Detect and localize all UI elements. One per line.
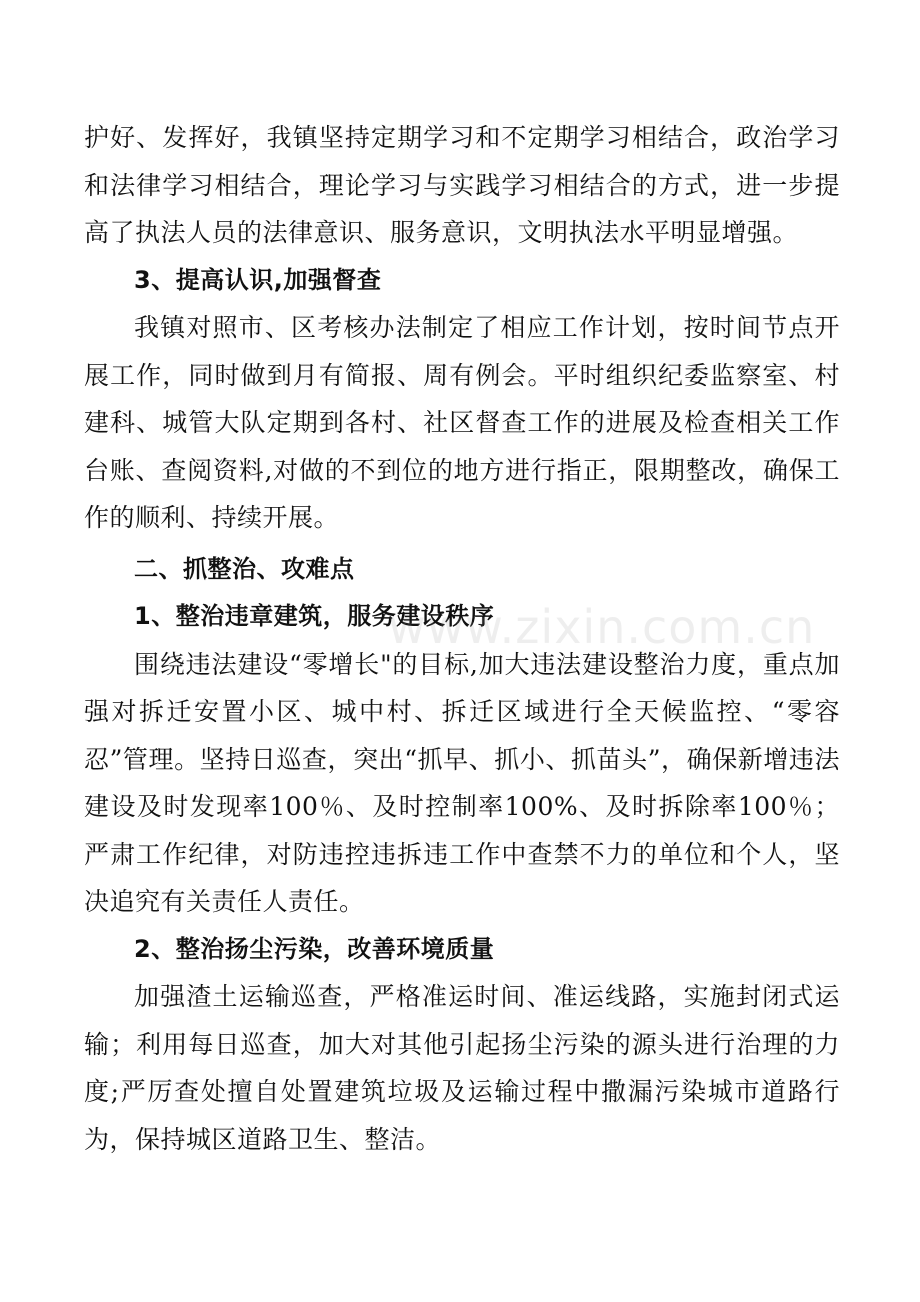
paragraph-body: 护好、发挥好，我镇坚持定期学习和不定期学习相结合，政治学习和法律学习相结合，理论学习与实践学习相结合的方式，进一步提高了执法人员的法律意识、服务意识，文明执法水平明显增强。 (84, 123, 840, 247)
watermark: www.zixin.com.cn (388, 600, 816, 654)
paragraph-body: 加强渣土运输巡查，严格准运时间、准运线路，实施封闭式运输；利用每日巡查，加大对其他引起扬尘污染的源头进行治理的力度;严厉查处擅自处置建筑垃圾及运输过程中撒漏污染城市道路行为，保持城区道路卫生、整洁。 (84, 982, 840, 1154)
paragraph-body: 围绕违法建设“零增长"的目标,加大违法建设整治力度，重点加强对拆迁安置小区、城中村、拆迁区域进行全天候监控、“零容忍”管理。坚持日巡查，突出“抓早、抓小、抓苗头”，确保新增违法建设及时发现率100％、及时控制率100%、及时拆除率100％；严肃工作纪律，对防违控违拆违工作中查禁不力的单位和个人，坚决追究有关责任人责任。 (84, 649, 840, 916)
subsection-heading: 2、整治扬尘污染，改善环境质量 (134, 934, 495, 963)
document-body (84, 114, 840, 1163)
paragraph-body: 我镇对照市、区考核办法制定了相应工作计划，按时间节点开展工作，同时做到月有简报、周有例会。平时组织纪委监察室、村建科、城管大队定期到各村、社区督查工作的进展及检查相关工作台账、查阅资料,对做的不到位的地方进行指正，限期整改，确保工作的顺利、持续开展。 (84, 313, 840, 532)
subsection-heading: 1、整治违章建筑，服务建设秩序 (134, 602, 495, 630)
section-heading: 二、抓整治、攻难点 (134, 554, 355, 583)
section-heading: 3、提高认识,加强督查 (134, 265, 382, 294)
